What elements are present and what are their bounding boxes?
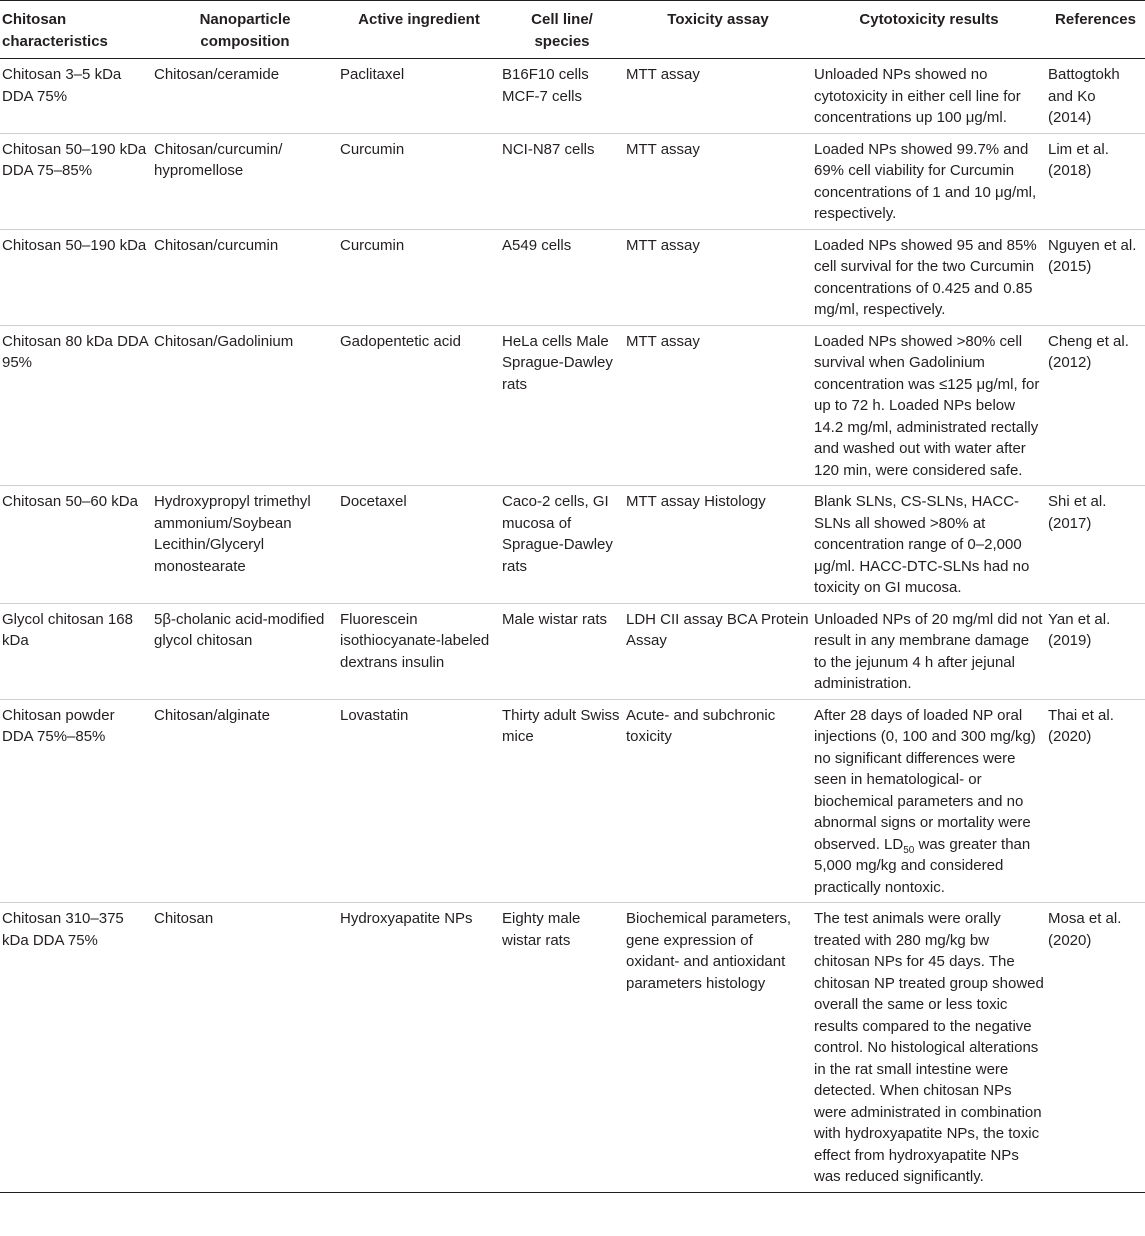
- cell-composition: Chitosan/Gadolinium: [152, 325, 338, 486]
- table-row: [0, 486, 1145, 604]
- cell-cell-line: Thirty adult Swiss mice: [500, 699, 624, 903]
- cell-reference: Nguyen et al. (2015): [1046, 229, 1145, 325]
- cell-composition: Chitosan/ceramide: [152, 59, 338, 134]
- header-chitosan-characteristics: Chitosan characteristics: [0, 1, 152, 59]
- ld50-subscript: 50: [903, 844, 915, 856]
- cell-active-ingredient: Lovastatin: [338, 699, 500, 903]
- table-row: [0, 229, 1145, 325]
- cell-reference: Thai et al. (2020): [1046, 699, 1145, 903]
- cell-chitosan: Chitosan 3–5 kDa DDA 75%: [0, 59, 152, 134]
- cell-cell-line: A549 cells: [500, 229, 624, 325]
- cell-chitosan: Chitosan 80 kDa DDA 95%: [0, 325, 152, 486]
- cell-chitosan: Chitosan powder DDA 75%–85%: [0, 699, 152, 903]
- cell-reference: Shi et al. (2017): [1046, 486, 1145, 604]
- header-nanoparticle-composition: Nanoparticle composition: [152, 1, 338, 59]
- cell-results: Blank SLNs, CS-SLNs, HACC-SLNs all showed >80% at concentration range of 0–2,000 μg/ml. HACC-DTC-SLNs had no toxicity on GI mucosa.: [812, 486, 1046, 604]
- results-text-part-2: was greater than 5,000 mg/kg and considered practically nontoxic.: [814, 835, 1031, 896]
- cell-assay: Acute- and subchronic toxicity: [624, 699, 812, 903]
- cell-chitosan: Chitosan 50–190 kDa: [0, 229, 152, 325]
- cell-cell-line: Eighty male wistar rats: [500, 903, 624, 1193]
- cell-reference: Lim et al. (2018): [1046, 133, 1145, 229]
- cell-chitosan: Glycol chitosan 168 kDa: [0, 603, 152, 699]
- cell-cell-line: B16F10 cells MCF-7 cells: [500, 59, 624, 134]
- cell-cell-line: HeLa cells Male Sprague-Dawley rats: [500, 325, 624, 486]
- cell-results: Loaded NPs showed 99.7% and 69% cell viability for Curcumin concentrations of 1 and 10 μg/ml, respectively.: [812, 133, 1046, 229]
- cell-active-ingredient: Fluorescein isothiocyanate-labeled dextrans insulin: [338, 603, 500, 699]
- header-cell-line-species: Cell line/ species: [500, 1, 624, 59]
- cell-assay: MTT assay: [624, 133, 812, 229]
- cell-results: Unloaded NPs of 20 mg/ml did not result in any membrane damage to the jejunum 4 h after jejunal administration.: [812, 603, 1046, 699]
- cell-active-ingredient: Curcumin: [338, 229, 500, 325]
- cell-composition: 5β-cholanic acid-modified glycol chitosan: [152, 603, 338, 699]
- cell-reference: Cheng et al. (2012): [1046, 325, 1145, 486]
- table-row: [0, 133, 1145, 229]
- cell-results: Loaded NPs showed >80% cell survival when Gadolinium concentration was ≤125 μg/ml, for up to 72 h. Loaded NPs below 14.2 mg/ml, administrated rectally and washed out with water after 120 min, were considered safe.: [812, 325, 1046, 486]
- table-row: [0, 699, 1145, 903]
- table-row: [0, 59, 1145, 134]
- table-header-row: [0, 1, 1145, 59]
- cell-assay: MTT assay Histology: [624, 486, 812, 604]
- table-row: [0, 325, 1145, 486]
- cell-composition: Chitosan/curcumin/ hypromellose: [152, 133, 338, 229]
- table-row: [0, 903, 1145, 1193]
- cell-chitosan: Chitosan 50–60 kDa: [0, 486, 152, 604]
- cell-assay: MTT assay: [624, 229, 812, 325]
- cell-cell-line: NCI-N87 cells: [500, 133, 624, 229]
- results-text-part-1: After 28 days of loaded NP oral injections (0, 100 and 300 mg/kg) no significant differences were seen in hematological- or biochemical parameters and no abnormal signs or mortality were observed. LD: [814, 706, 1036, 853]
- cell-assay: MTT assay: [624, 59, 812, 134]
- cell-results: [812, 699, 1046, 903]
- header-cytotoxicity-results: Cytotoxicity results: [812, 1, 1046, 59]
- cell-results: Loaded NPs showed 95 and 85% cell survival for the two Curcumin concentrations of 0.425 and 0.85 mg/ml, respectively.: [812, 229, 1046, 325]
- cell-active-ingredient: Curcumin: [338, 133, 500, 229]
- cell-active-ingredient: Docetaxel: [338, 486, 500, 604]
- cell-cell-line: Caco-2 cells, GI mucosa of Sprague-Dawley rats: [500, 486, 624, 604]
- cell-reference: Battogtokh and Ko (2014): [1046, 59, 1145, 134]
- header-active-ingredient: Active ingredient: [338, 1, 500, 59]
- header-references: References: [1046, 1, 1145, 59]
- cell-assay: MTT assay: [624, 325, 812, 486]
- cell-composition: Chitosan/curcumin: [152, 229, 338, 325]
- cell-cell-line: Male wistar rats: [500, 603, 624, 699]
- cell-active-ingredient: Gadopentetic acid: [338, 325, 500, 486]
- cell-results: Unloaded NPs showed no cytotoxicity in either cell line for concentrations up 100 μg/ml.: [812, 59, 1046, 134]
- cell-assay: Biochemical parameters, gene expression of oxidant- and antioxidant parameters histology: [624, 903, 812, 1193]
- cell-active-ingredient: Paclitaxel: [338, 59, 500, 134]
- cell-composition: Chitosan/alginate: [152, 699, 338, 903]
- cell-assay: LDH CII assay BCA Protein Assay: [624, 603, 812, 699]
- cell-chitosan: Chitosan 50–190 kDa DDA 75–85%: [0, 133, 152, 229]
- cell-chitosan: Chitosan 310–375 kDa DDA 75%: [0, 903, 152, 1193]
- cell-composition: Hydroxypropyl trimethyl ammonium/Soybean Lecithin/Glyceryl monostearate: [152, 486, 338, 604]
- cell-reference: Mosa et al. (2020): [1046, 903, 1145, 1193]
- cell-reference: Yan et al. (2019): [1046, 603, 1145, 699]
- cell-composition: Chitosan: [152, 903, 338, 1193]
- header-toxicity-assay: Toxicity assay: [624, 1, 812, 59]
- cell-results: The test animals were orally treated with 280 mg/kg bw chitosan NPs for 45 days. The chitosan NP treated group showed overall the same or less toxic results compared to the negative control. No histological alterations in the rat small intestine were detected. When chitosan NPs were administrated in combination with hydroxyapatite NPs, the toxic effect from hydroxyapatite NPs was reduced significantly.: [812, 903, 1046, 1193]
- table-row: [0, 603, 1145, 699]
- cell-active-ingredient: Hydroxyapatite NPs: [338, 903, 500, 1193]
